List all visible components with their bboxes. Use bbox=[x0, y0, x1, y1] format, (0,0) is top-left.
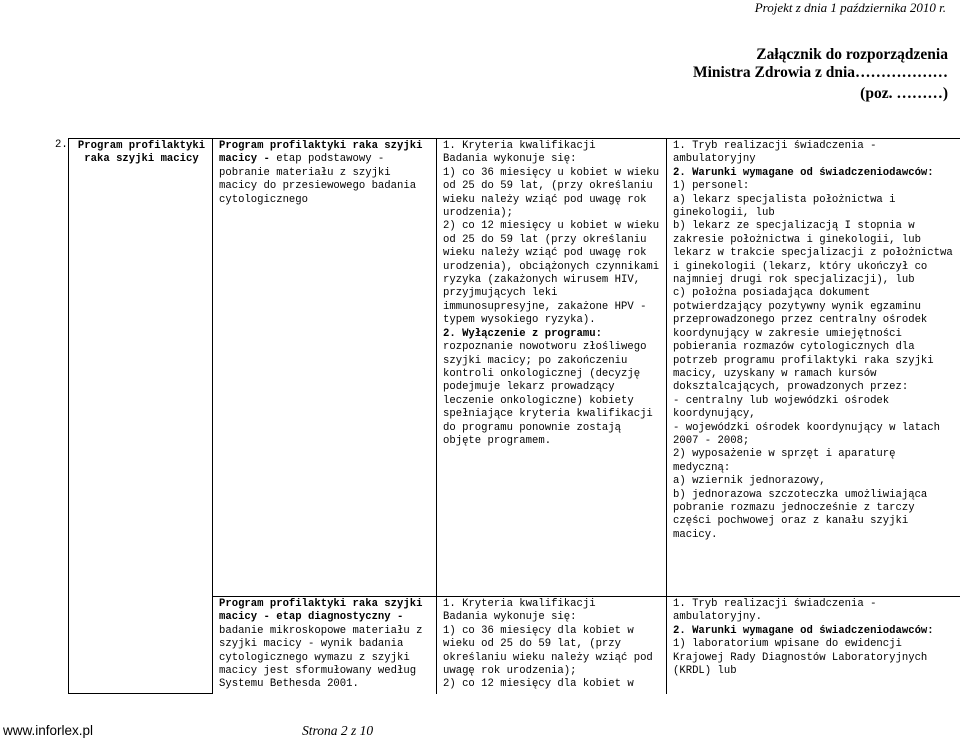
annex-minister-line: Ministra Zdrowia z dnia……………… bbox=[692, 64, 948, 81]
mode-text: ambulatoryjny bbox=[673, 153, 756, 166]
requirements-title: 2. Warunki wymagane od świadczeniodawców: bbox=[673, 624, 934, 637]
program-name-cell bbox=[69, 139, 213, 694]
mode-text: ambulatoryjny. bbox=[673, 611, 763, 624]
stage-cell bbox=[213, 597, 437, 694]
footer-site: www.inforlex.pl bbox=[3, 723, 94, 738]
requirements-text: 1) personel: a) lekarz specjalista położnictwa i ginekologii, lub b) lekarz ze specjalizacją I stopnia w zakresie położnictwa i ginekologii, lub lekarz w trakcie specjalizacji z położnictwa i ginekologii (lekarz, który ukończył co najmniej drugi rok specjalizacji), lub c) położna posiadająca dokument potwierdzający pozytywny wynik egzaminu przeprowadzonego przez centralny ośrodek koordynujący w zakresie umiejętności pobierania rozmazów cytologicznych dla potrzeb programu profilaktyki raka szyjki macicy, uzyskany w ramach kursów doksztalcających, prowadzonych przez: - centralny lub wojewódzki ośrodek koordynujący, - wojewódzki ośrodek koordynujący w latach 2007 - 2008; 2) wyposażenie w sprzęt i aparaturę medyczną: a) wziernik jednorazowy, b) jednorazowa szczoteczka umożliwiająca pobranie rozmazu jednocześnie z tarczy części pochwowej oraz z kanału szyjki macicy. bbox=[673, 180, 953, 541]
criteria-text: Badania wykonuje się: 1) co 36 miesięcy u kobiet w wieku od 25 do 59 lat, (przy określaniu wieku należy wziąć pod uwagę rok urodzenia); 2) co 12 miesięcy u kobiet w wieku od 25 do 59 lat (przy określaniu wieku należy wziąć pod uwagę rok urodzenia), obciążonych czynnikami ryzyka (zakażonych wirusem HIV, przyjmujących leki immunosupresyjne, zakażone HPV - typem wysokiego ryzyka). bbox=[443, 153, 660, 327]
exclusion-text: rozpoznanie nowotworu złośliwego szyjki macicy; po zakończeniu kontroli onkologicznej (decyzję podejmuje lekarz prowadzący leczenie onkologiczne) kobiety spełniające kryteria kwalifikacji do programu ponownie zostają objęte programem. bbox=[443, 341, 653, 447]
stage-cell bbox=[213, 139, 437, 597]
requirements-cell bbox=[667, 597, 960, 694]
criteria-title: 1. Kryteria kwalifikacji bbox=[443, 598, 596, 610]
stage-description: etap podstawowy - pobranie materiału z szyjki macicy do przesiewowego badania cytologicznego bbox=[219, 153, 417, 206]
annex-title: Załącznik do rozporządzenia bbox=[756, 46, 948, 63]
stage-title: Program profilaktyki raka szyjki macicy - etap diagnostyczny - bbox=[219, 598, 423, 624]
mode-title: 1. Tryb realizacji świadczenia - bbox=[673, 140, 877, 152]
exclusion-title: 2. Wyłączenie z programu: bbox=[443, 327, 602, 340]
criteria-text: Badania wykonuje się: 1) co 36 miesięcy dla kobiet w wieku od 25 do 59 lat, (przy określaniu wieku należy wziąć pod uwagę rok urodzenia); 2) co 12 miesięcy dla kobiet w bbox=[443, 611, 653, 691]
program-table bbox=[68, 138, 960, 694]
criteria-cell bbox=[437, 597, 667, 694]
criteria-cell bbox=[437, 139, 667, 597]
requirements-text: 1) laboratorium wpisane do ewidencji Krajowej Rady Diagnostów Laboratoryjnych (KRDL) lub bbox=[673, 638, 928, 678]
program-name: Program profilaktyki raka szyjki macicy bbox=[77, 140, 206, 166]
project-date-note: Projekt z dnia 1 października 2010 r. bbox=[754, 0, 946, 15]
footer-page-number: Strona 2 z 10 bbox=[302, 723, 374, 738]
stage-title: Program profilaktyki raka szyjki macicy - bbox=[219, 140, 423, 166]
criteria-title: 1. Kryteria kwalifikacji bbox=[443, 140, 596, 152]
table-row bbox=[69, 139, 960, 597]
requirements-cell bbox=[667, 139, 960, 597]
requirements-title: 2. Warunki wymagane od świadczeniodawców: bbox=[673, 166, 934, 179]
mode-title: 1. Tryb realizacji świadczenia - bbox=[673, 598, 877, 610]
row-number: 2. bbox=[55, 139, 68, 151]
stage-description: badanie mikroskopowe materiału z szyjki macicy - wynik badania cytologicznego wymazu z szyjki macicy jest sformułowany według Systemu Bethesda 2001. bbox=[219, 624, 423, 691]
annex-position-line: (poz. ………) bbox=[860, 85, 948, 102]
